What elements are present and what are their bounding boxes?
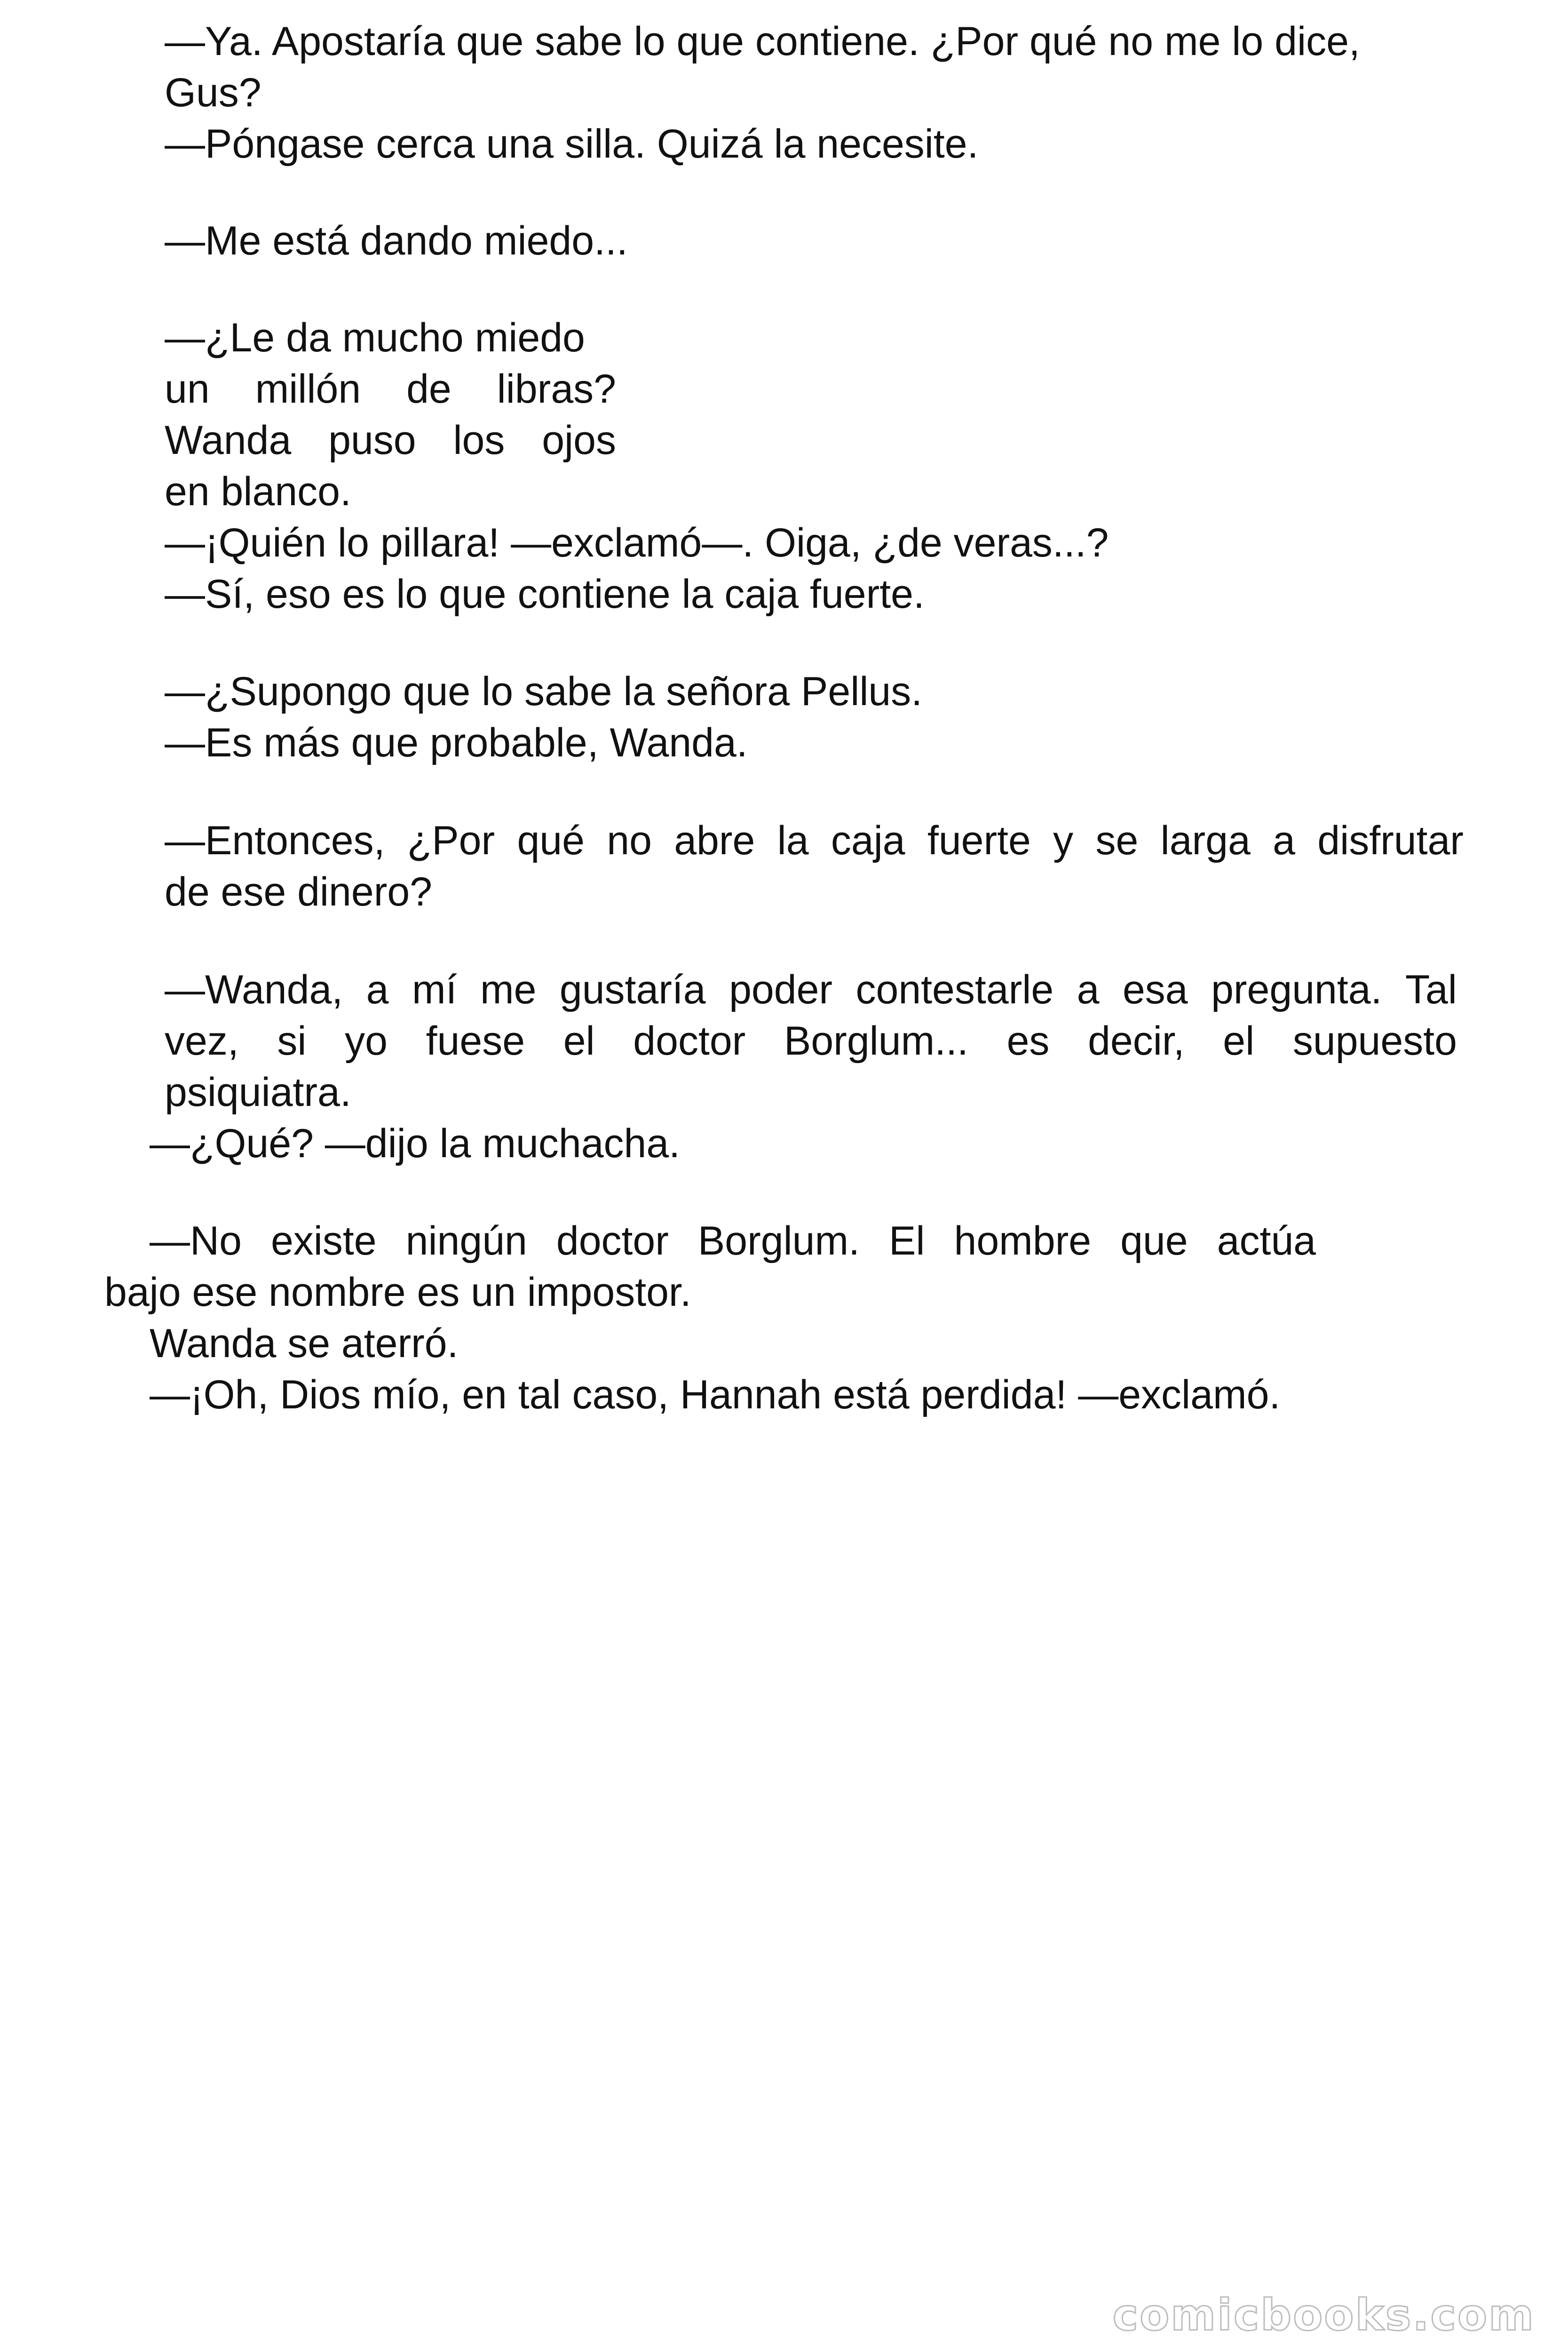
- text-line: bajo ese nombre es un impostor.: [104, 1270, 691, 1315]
- word: esa: [1122, 967, 1188, 1012]
- word: que: [1120, 1218, 1188, 1263]
- text-line-justified: [165, 364, 616, 414]
- word: un: [165, 366, 210, 412]
- word: —No: [150, 1218, 242, 1263]
- word: larga: [1160, 818, 1251, 863]
- text-line-justified: [165, 964, 1457, 1015]
- word: libras?: [497, 366, 616, 412]
- word: los: [453, 418, 505, 463]
- word: a: [1077, 967, 1100, 1012]
- word: ningún: [405, 1218, 527, 1263]
- word: millón: [255, 366, 361, 412]
- word: disfrutar: [1317, 818, 1464, 863]
- text-line: psiquiatra.: [165, 1070, 351, 1115]
- text-line-justified: [165, 415, 616, 466]
- word: el: [1223, 1018, 1255, 1064]
- word: puso: [328, 418, 416, 463]
- word: supuesto: [1292, 1018, 1457, 1064]
- text-line: en blanco.: [165, 469, 351, 514]
- word: abre: [674, 818, 755, 863]
- word: a: [1273, 818, 1295, 863]
- word: es: [1006, 1018, 1050, 1064]
- word: gustaría: [559, 967, 706, 1012]
- text-line: —Ya. Apostaría que sabe lo que contiene. ¿Por qué no me lo dice,: [165, 19, 1360, 64]
- word: El: [889, 1218, 925, 1263]
- word: de: [406, 366, 451, 412]
- word: —Entonces,: [165, 818, 385, 863]
- word: hombre: [954, 1218, 1092, 1263]
- word: me: [480, 967, 537, 1012]
- text-line-justified: [165, 1016, 1457, 1066]
- text-line-justified: [165, 815, 1464, 866]
- text-line: —Me está dando miedo...: [165, 218, 628, 263]
- text-line: Gus?: [165, 70, 261, 115]
- text-line: —¿Le da mucho miedo: [165, 315, 585, 360]
- word: decir,: [1088, 1018, 1185, 1064]
- text-line: de ese dinero?: [165, 869, 432, 914]
- word: el: [563, 1018, 595, 1064]
- word: existe: [270, 1218, 377, 1263]
- word: —Wanda,: [165, 967, 343, 1012]
- text-line: —Sí, eso es lo que contiene la caja fuerte.: [165, 572, 925, 617]
- word: ojos: [542, 418, 616, 463]
- watermark-logo: comicbooks.com: [1112, 2290, 1535, 2340]
- word: poder: [729, 967, 833, 1012]
- text-line: —¿Qué? —dijo la muchacha.: [150, 1121, 681, 1166]
- word: caja: [831, 818, 905, 863]
- word: Borglum.: [697, 1218, 860, 1263]
- text-line: —¿Supongo que lo sabe la señora Pellus.: [165, 669, 923, 714]
- word: contestarle: [855, 967, 1054, 1012]
- text-line-justified: [150, 1216, 1316, 1266]
- word: se: [1095, 818, 1139, 863]
- text-line: —Es más que probable, Wanda.: [165, 720, 748, 765]
- word: fuese: [426, 1018, 525, 1064]
- word: no: [607, 818, 652, 863]
- word: la: [777, 818, 809, 863]
- word: a: [366, 967, 389, 1012]
- word: si: [277, 1018, 307, 1064]
- text-line: —¡Quién lo pillara! —exclamó—. Oiga, ¿de veras...?: [165, 520, 1109, 565]
- word: pregunta.: [1211, 967, 1382, 1012]
- word: doctor: [633, 1018, 746, 1064]
- word: fuerte: [927, 818, 1031, 863]
- word: mí: [412, 967, 457, 1012]
- word: ¿Por: [407, 818, 495, 863]
- word: Wanda: [165, 418, 292, 463]
- word: Tal: [1405, 967, 1457, 1012]
- word: actúa: [1217, 1218, 1316, 1263]
- word: qué: [517, 818, 585, 863]
- text-line: —¡Oh, Dios mío, en tal caso, Hannah está perdida! —exclamó.: [150, 1372, 1281, 1417]
- text-line: —Póngase cerca una silla. Quizá la necesite.: [165, 121, 979, 167]
- word: doctor: [556, 1218, 669, 1263]
- word: y: [1053, 818, 1074, 863]
- word: yo: [345, 1018, 388, 1064]
- word: vez,: [165, 1018, 239, 1064]
- text-line: Wanda se aterró.: [150, 1321, 459, 1366]
- word: Borglum...: [784, 1018, 968, 1064]
